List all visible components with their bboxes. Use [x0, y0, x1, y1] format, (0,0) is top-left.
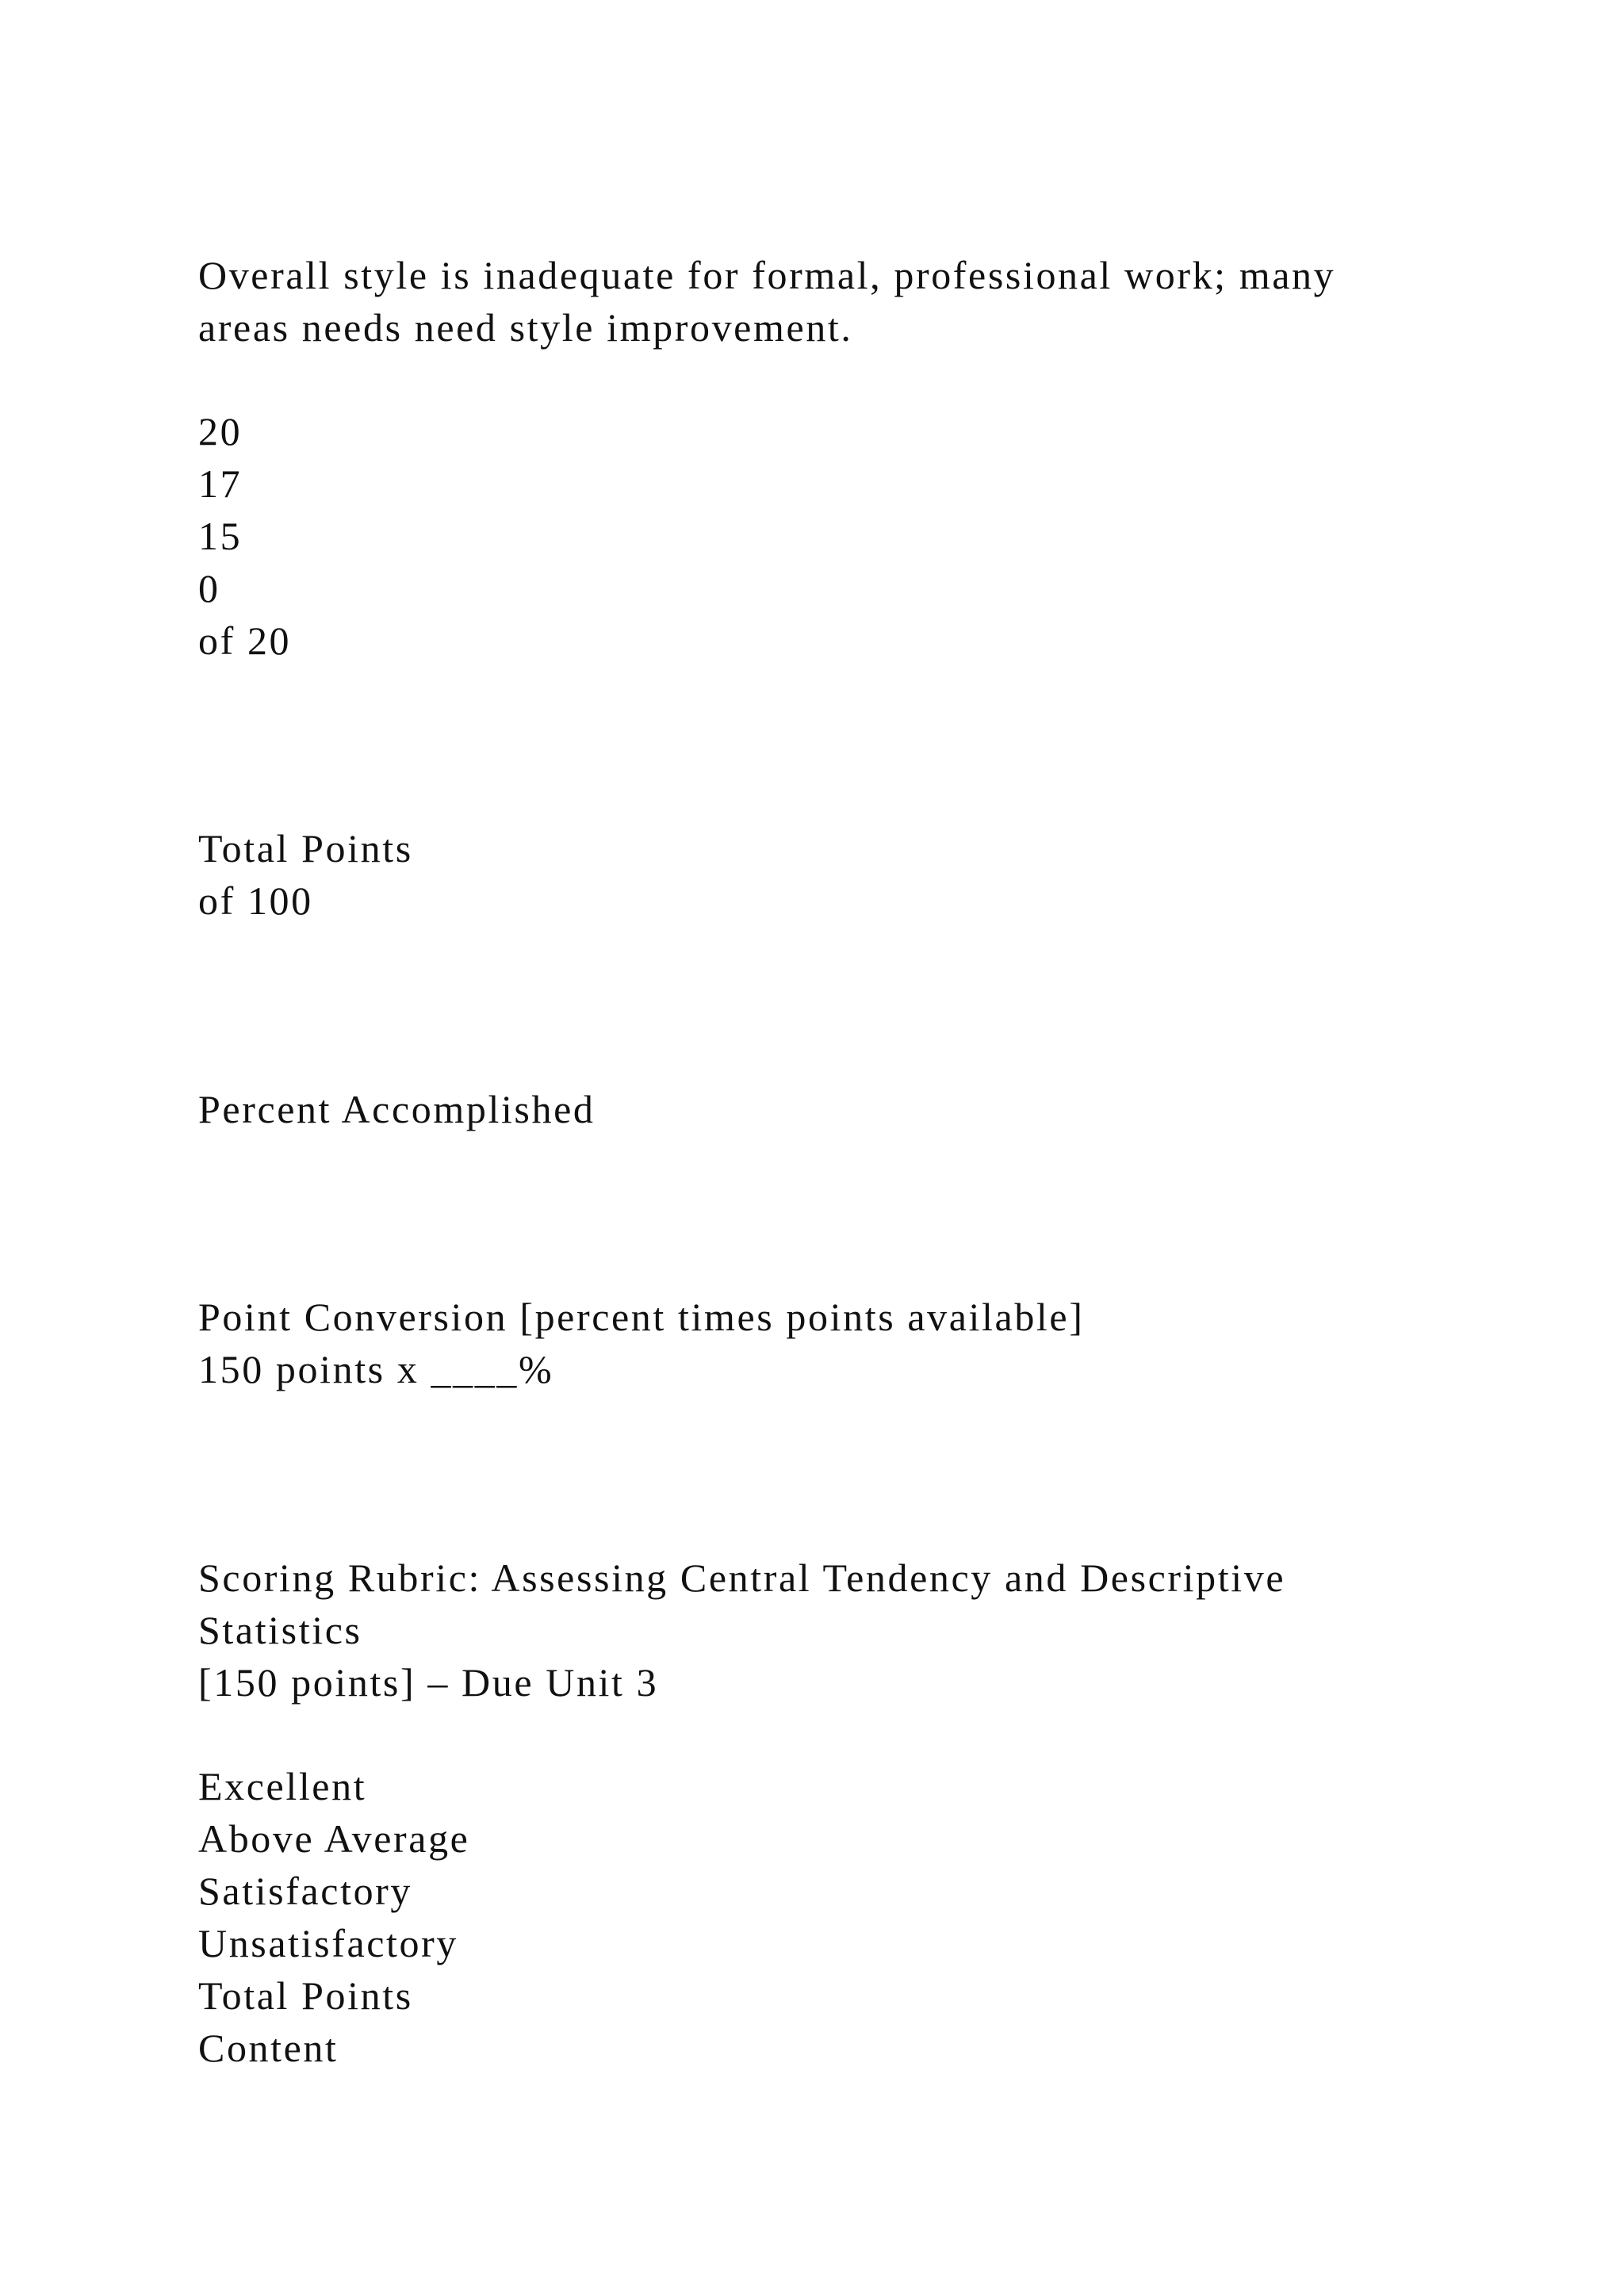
style-score-excellent: 20	[198, 409, 243, 453]
style-score-above-average: 17	[198, 461, 243, 506]
style-score-total: of 20	[198, 618, 292, 663]
total-points-label: Total Points	[198, 826, 413, 871]
style-description-line-2: areas needs need style improvement.	[198, 305, 853, 350]
style-score-satisfactory: 15	[198, 514, 243, 558]
rubric-header-above-average: Above Average	[198, 1816, 470, 1861]
rubric-row-content: Content	[198, 2026, 339, 2070]
rubric-header-excellent: Excellent	[198, 1764, 367, 1808]
style-score-unsatisfactory: 0	[198, 566, 220, 610]
rubric-title-line-1: Scoring Rubric: Assessing Central Tendency and Descriptive	[198, 1556, 1286, 1600]
point-conversion-formula: 150 points x ____%	[198, 1347, 554, 1391]
rubric-header-unsatisfactory: Unsatisfactory	[198, 1921, 458, 1965]
rubric-subtitle: [150 points] – Due Unit 3	[198, 1660, 659, 1705]
rubric-header-total-points: Total Points	[198, 1973, 413, 2018]
style-description-line-1: Overall style is inadequate for formal, professional work; many	[198, 253, 1336, 297]
rubric-header-satisfactory: Satisfactory	[198, 1869, 413, 1913]
point-conversion-label: Point Conversion [percent times points available]	[198, 1295, 1085, 1339]
rubric-title-line-2: Statistics	[198, 1608, 362, 1652]
total-points-of: of 100	[198, 878, 313, 923]
percent-accomplished-label: Percent Accomplished	[198, 1087, 596, 1131]
